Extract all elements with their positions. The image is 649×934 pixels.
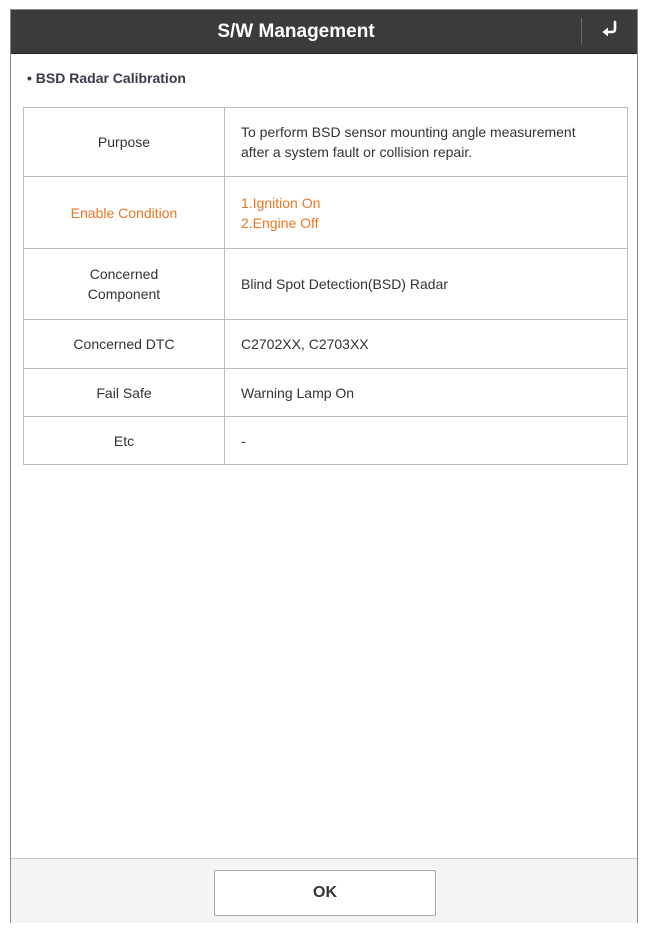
row-value: 1.Ignition On 2.Engine Off [225,177,628,249]
ok-button[interactable]: OK [214,870,436,916]
row-concerned-component [24,249,628,320]
sw-management-window [10,9,638,923]
return-arrow-icon [599,19,621,44]
row-value: To perform BSD sensor mounting angle measurement after a system fault or collision repair. [225,108,628,177]
row-label: Etc [24,417,225,465]
row-purpose [24,108,628,177]
row-label: Fail Safe [24,369,225,417]
row-concerned-dtc [24,320,628,369]
row-label: Purpose [24,108,225,177]
row-enable-condition [24,177,628,249]
back-button[interactable] [582,10,637,53]
row-value: Blind Spot Detection(BSD) Radar [225,249,628,320]
row-value: Warning Lamp On [225,369,628,417]
row-label: Concerned Component [24,249,225,320]
title-bar [11,10,637,54]
row-value: C2702XX, C2703XX [225,320,628,369]
row-etc [24,417,628,465]
row-value: - [225,417,628,465]
page-title: S/W Management [217,21,375,42]
row-fail-safe [24,369,628,417]
row-label: Enable Condition [24,177,225,249]
section-title: • BSD Radar Calibration [27,70,186,86]
row-label: Concerned DTC [24,320,225,369]
footer-bar [11,858,637,923]
info-table [23,107,628,465]
